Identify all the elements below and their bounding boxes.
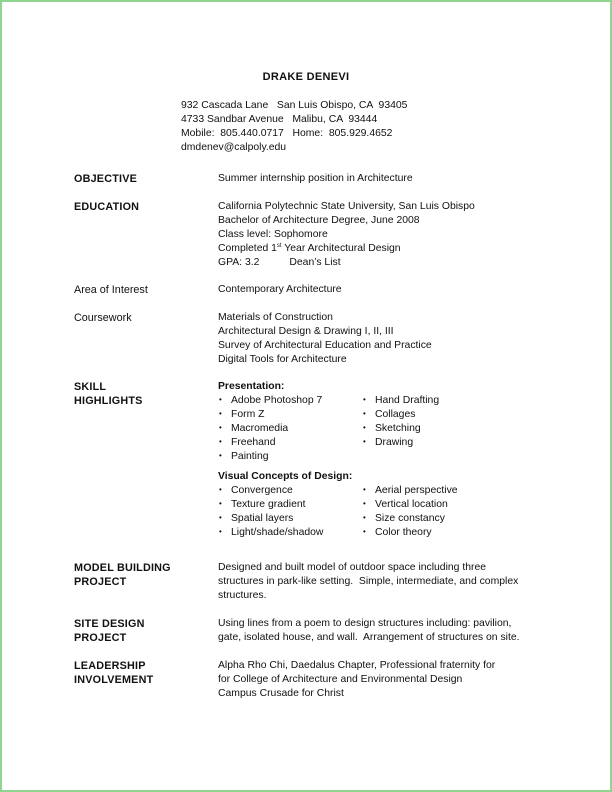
section-heading bbox=[74, 380, 214, 408]
skill-item: • Macromedia bbox=[218, 422, 362, 436]
heading-line: PROJECT bbox=[74, 632, 127, 644]
course-item: Digital Tools for Architecture bbox=[218, 354, 347, 365]
section-heading: Area of Interest bbox=[74, 284, 148, 296]
objective-text: Summer internship position in Architecture bbox=[218, 173, 413, 184]
description-line: structures. bbox=[218, 590, 267, 601]
skill-item: • Vertical location bbox=[362, 498, 522, 512]
heading-line: MODEL BUILDING bbox=[74, 562, 171, 574]
completed-line bbox=[218, 242, 570, 256]
contact-block bbox=[181, 99, 407, 155]
skill-item: • Drawing bbox=[362, 436, 522, 450]
involvement-line: Campus Crusade for Christ bbox=[218, 688, 344, 699]
skill-item: • Adobe Photoshop 7 bbox=[218, 394, 362, 408]
honor-value: Dean’s List bbox=[289, 257, 341, 268]
skill-item: • Painting bbox=[218, 450, 362, 464]
skill-item: • Convergence bbox=[218, 484, 362, 498]
involvement-line: Alpha Rho Chi, Daedalus Chapter, Professional fraternity for bbox=[218, 660, 496, 671]
skill-item: • Form Z bbox=[218, 408, 362, 422]
gpa-line bbox=[218, 256, 570, 270]
skill-item: • Collages bbox=[362, 408, 522, 422]
completed-text-end: Year Architectural Design bbox=[281, 243, 401, 254]
section-heading: Coursework bbox=[74, 312, 132, 324]
ordinal-suffix: st bbox=[276, 243, 282, 249]
section-heading bbox=[74, 617, 214, 645]
description-line: Using lines from a poem to design structures including: pavilion, bbox=[218, 618, 512, 629]
address-line: 4733 Sandbar Avenue Malibu, CA 93444 bbox=[181, 114, 378, 125]
visual-concepts-title: Visual Concepts of Design: bbox=[218, 471, 353, 482]
school-line: California Polytechnic State University, San Luis Obispo bbox=[218, 201, 475, 212]
description-line: gate, isolated house, and wall. Arrangement of structures on site. bbox=[218, 632, 520, 643]
skill-item: • Sketching bbox=[362, 422, 522, 436]
site-design-section bbox=[74, 617, 570, 645]
description-line: structures in park-like setting. Simple, intermediate, and complex bbox=[218, 576, 519, 587]
skill-item: • Color theory bbox=[362, 526, 522, 540]
section-heading: OBJECTIVE bbox=[74, 173, 137, 185]
gpa-value: GPA: 3.2 bbox=[218, 257, 260, 268]
course-item: Architectural Design & Drawing I, II, III bbox=[218, 326, 394, 337]
skill-item: • Aerial perspective bbox=[362, 484, 522, 498]
skill-item: • Freehand bbox=[218, 436, 362, 450]
presentation-list bbox=[218, 394, 570, 464]
interest-section bbox=[74, 283, 570, 297]
objective-section bbox=[74, 172, 570, 186]
section-heading bbox=[74, 659, 214, 687]
address-line: 932 Cascada Lane San Luis Obispo, CA 93405 bbox=[181, 100, 408, 111]
skill-item: • Light/shade/shadow bbox=[218, 526, 362, 540]
candidate-name: DRAKE DENEVI bbox=[262, 71, 350, 83]
skill-item: • Spatial layers bbox=[218, 512, 362, 526]
skills-section bbox=[74, 380, 570, 540]
heading-line: SKILL bbox=[74, 381, 107, 393]
course-item: Survey of Architectural Education and Practice bbox=[218, 340, 432, 351]
involvement-line: for College of Architecture and Environmental Design bbox=[218, 674, 463, 685]
heading-line: PROJECT bbox=[74, 576, 127, 588]
heading-line: HIGHLIGHTS bbox=[74, 395, 143, 407]
presentation-title: Presentation: bbox=[218, 381, 285, 392]
section-heading bbox=[74, 561, 214, 589]
visual-concepts-list bbox=[218, 484, 570, 540]
section-heading: EDUCATION bbox=[74, 201, 140, 213]
email-line: dmdenev@calpoly.edu bbox=[181, 142, 287, 153]
coursework-section bbox=[74, 311, 570, 367]
heading-line: INVOLVEMENT bbox=[74, 674, 154, 686]
skill-item: • Texture gradient bbox=[218, 498, 362, 512]
education-section bbox=[74, 200, 570, 270]
description-line: Designed and built model of outdoor space including three bbox=[218, 562, 487, 573]
course-item: Materials of Construction bbox=[218, 312, 333, 323]
completed-text: Completed 1 bbox=[218, 243, 277, 254]
skill-item: • Size constancy bbox=[362, 512, 522, 526]
skill-item: • Hand Drafting bbox=[362, 394, 522, 408]
phone-line: Mobile: 805.440.0717 Home: 805.929.4652 bbox=[181, 128, 393, 139]
heading-line: LEADERSHIP bbox=[74, 660, 146, 672]
interest-text: Contemporary Architecture bbox=[218, 284, 342, 295]
degree-line: Bachelor of Architecture Degree, June 2008 bbox=[218, 215, 420, 226]
heading-line: SITE DESIGN bbox=[74, 618, 145, 630]
leadership-section bbox=[74, 659, 570, 701]
class-level-line: Class level: Sophomore bbox=[218, 229, 328, 240]
model-building-section bbox=[74, 561, 570, 603]
